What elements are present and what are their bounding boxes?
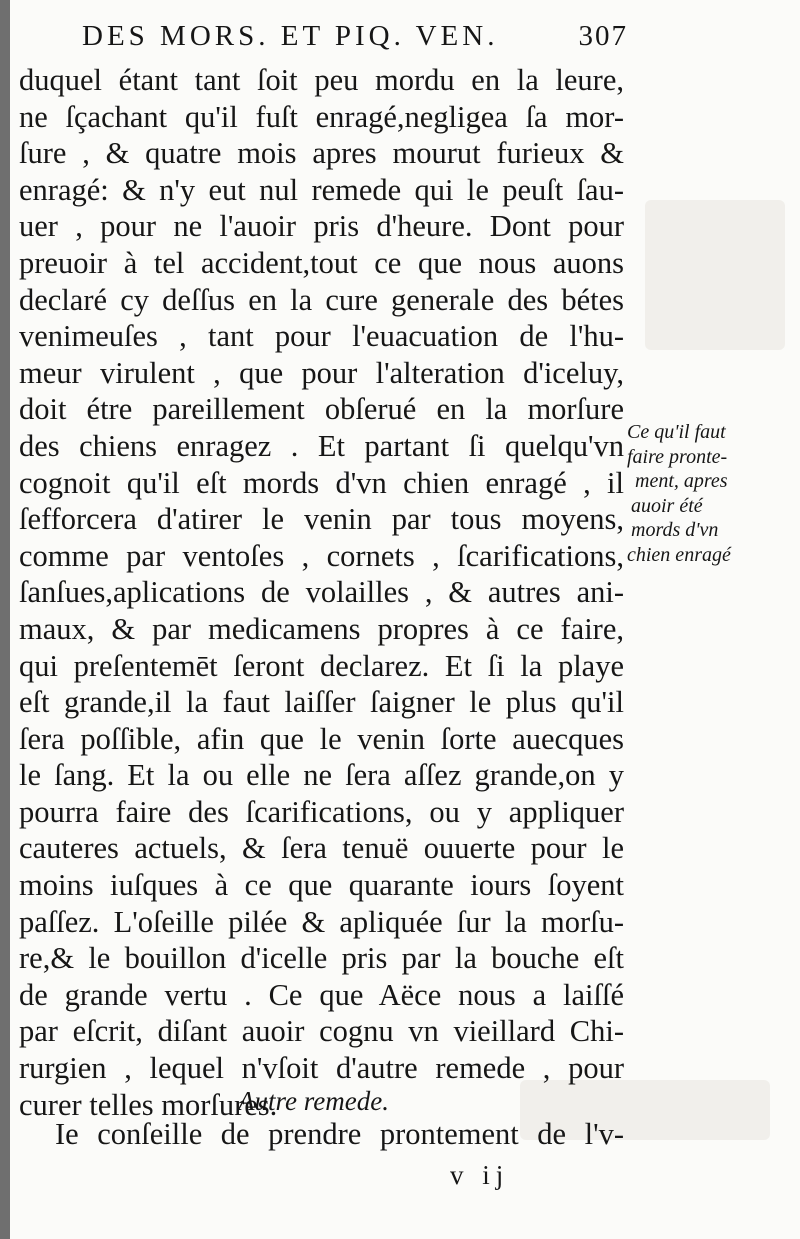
main-text-block bbox=[19, 62, 624, 1123]
text-line: ſanſues,aplications de volailles , & autres ani- bbox=[19, 575, 624, 610]
text-line: doit étre pareillement obſerué en la morſure bbox=[19, 392, 624, 427]
text-line: curer telles morſures. bbox=[19, 1087, 278, 1122]
show-through-blotch bbox=[645, 200, 785, 350]
text-line: des chiens enragez . Et partant ſi quelqu'vn bbox=[19, 428, 624, 463]
text-line: paſſez. L'oſeille pilée & apliquée ſur la morſu- bbox=[19, 904, 624, 939]
text-line: ſure , & quatre mois apres mourut furieux & bbox=[19, 136, 624, 171]
page-number: 307 bbox=[578, 20, 628, 52]
margin-note-line: ment, apres bbox=[635, 470, 728, 492]
text-line: maux, & par medicamens propres à ce faire, bbox=[19, 611, 624, 646]
text-line: le ſang. Et la ou elle ne ſera aſſez grande,on y bbox=[19, 758, 624, 793]
text-line: Ie conſeille de prendre prontement de l'v- bbox=[55, 1117, 624, 1151]
text-line: ſera poſſible, afin que le venin ſorte auecques bbox=[19, 721, 624, 756]
margin-note bbox=[627, 420, 789, 567]
text-line: declaré cy deſſus en la cure generale des bétes bbox=[19, 282, 624, 317]
text-line: venimeuſes , tant pour l'euacuation de l'hu- bbox=[19, 319, 624, 354]
text-line: qui preſentemēt ſeront declarez. Et ſi la playe bbox=[19, 648, 624, 683]
margin-note-line: auoir été bbox=[631, 494, 703, 517]
next-paragraph bbox=[19, 1116, 624, 1153]
text-line: preuoir à tel accident,tout ce que nous auons bbox=[19, 245, 624, 280]
text-line: uer , pour ne l'auoir pris d'heure. Dont pour bbox=[19, 209, 624, 244]
text-line: re,& le bouillon d'icelle pris par la bouche eſt bbox=[19, 941, 624, 976]
text-line: rurgien , lequel n'vſoit d'autre remede , pour bbox=[19, 1051, 624, 1086]
text-line: cognoit qu'il eſt mords d'vn chien enragé , il bbox=[19, 465, 624, 500]
text-line: duquel étant tant ſoit peu mordu en la leure, bbox=[19, 63, 624, 97]
text-line: de grande vertu . Ce que Aëce nous a laiſſé bbox=[19, 977, 624, 1012]
margin-note-line: faire pronte- bbox=[627, 445, 728, 468]
text-line: par eſcrit, diſant auoir cognu vn vieillard Chi- bbox=[19, 1014, 624, 1049]
text-line: pourra faire des ſcarifications, ou y appliquer bbox=[19, 794, 624, 829]
text-line: comme par ventoſes , cornets , ſcarifications, bbox=[19, 538, 624, 573]
text-line: cauteres actuels, & ſera tenuë ouuerte pour le bbox=[19, 831, 624, 866]
section-heading: Autre remede. bbox=[238, 1086, 389, 1116]
text-line: ſefforcera d'atirer le venin par tous moyens, bbox=[19, 502, 624, 537]
page-header bbox=[82, 20, 642, 60]
signature-mark: v ij bbox=[450, 1160, 510, 1190]
binding-gutter bbox=[0, 0, 10, 1239]
text-line: meur virulent , que pour l'alteration d'iceluy, bbox=[19, 355, 624, 390]
text-line: enragé: & n'y eut nul remede qui le peuſt ſau- bbox=[19, 172, 624, 207]
text-line: ne ſçachant qu'il fuſt enragé,negligea ſa mor- bbox=[19, 99, 624, 134]
text-line: eſt grande,il la faut laiſſer ſaigner le plus qu'il bbox=[19, 685, 624, 720]
margin-note-line: chien enragé bbox=[627, 543, 731, 566]
text-line: moins iuſques à ce que quarante iours ſoyent bbox=[19, 868, 624, 903]
margin-note-line: mords d'vn bbox=[631, 519, 719, 541]
margin-note-line: Ce qu'il faut bbox=[627, 421, 726, 443]
running-title: DES MORS. ET PIQ. VEN. bbox=[82, 20, 499, 52]
